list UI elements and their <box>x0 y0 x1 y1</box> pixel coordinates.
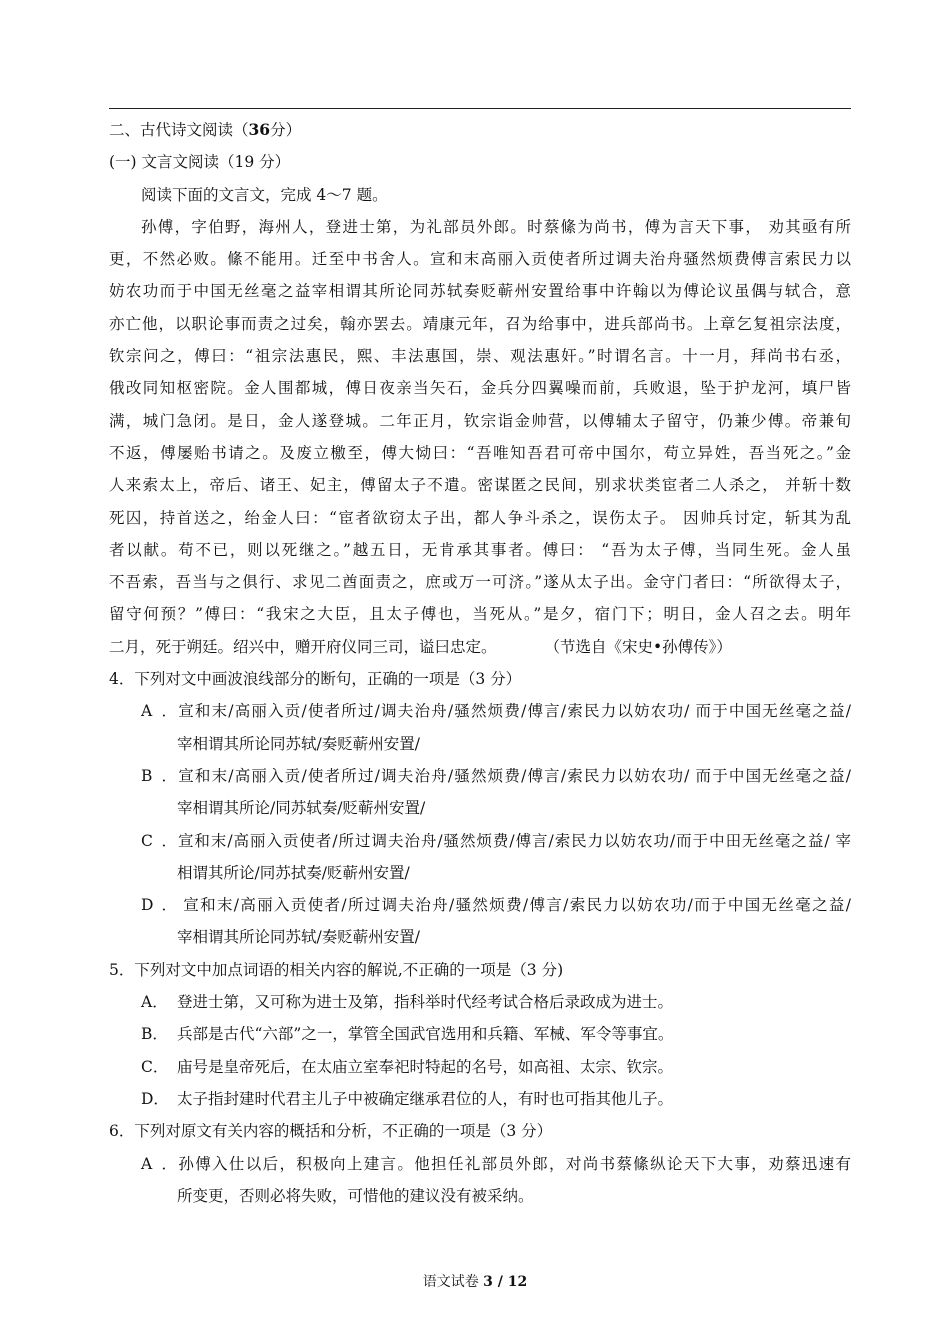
passage-last-line: 二月，死于朔廷。绍兴中，赠开府仪同三司，谥曰忠定。 （节选自《宋史•孙傅传》） <box>109 631 851 663</box>
passage-line: 不返，傅屡贻书请之。及废立檄至，傅大恸曰：“吾唯知吾君可帝中国尔，苟立异姓，吾当死之。”金 <box>109 443 851 462</box>
instruction: 阅读下面的文言文，完成 4～7 题。 <box>141 185 388 204</box>
option-b-line1: B．宣和末/高丽入贡/使者所过/调夫治舟/骚然烦费/傅言/索民力以妨农功/ 而于中国无丝毫之益/ <box>141 766 851 785</box>
header-rule <box>109 108 851 109</box>
option-d-line1: D． 宣和末/高丽入贡使者/所过调夫治舟/骚然烦费/傅言/索民力以妨农功/而于中国无丝毫之益/ <box>141 896 851 915</box>
passage-line: 钦宗问之，傅曰：“祖宗法惠民，熙、丰法惠国，崇、观法惠奸。”时谓名言。十一月，拜尚书右丞， <box>109 347 851 366</box>
question-4 <box>109 663 851 954</box>
option-a-line2: 宰相谓其所论同苏轼/奏贬蕲州安置/ <box>177 734 420 753</box>
option-d-line2: 宰相谓其所论同苏轼/奏贬蕲州安置/ <box>177 928 420 947</box>
passage-line: 人来索太上，帝后、诸王、妃主，傅留太子不遣。密谋匿之民间，别求状类宦者二人杀之， 并斩十数 <box>109 476 851 495</box>
passage-line: 妨农功而于中国无丝毫之益宰相谓其所论同苏轼奏贬蕲州安置给事中许翰以为傅论议虽偶与轼合，意 <box>109 282 851 301</box>
passage-line: 者以献。苟不已，则以死继之。”越五日，无肯承其事者。傅曰： “吾为太子傅，当同生死。金人虽 <box>109 540 851 559</box>
option-a-line1: A．孙傅入仕以后，积极向上建言。他担任礼部员外郎，对尚书蔡絛纵论天下大事，劝蔡迅速有 <box>141 1154 851 1173</box>
passage-source: （节选自《宋史•孙傅传》） <box>544 637 732 656</box>
question-6 <box>109 1115 851 1212</box>
option-a-line2: 所变更，否则必将失败，可惜他的建议没有被采纳。 <box>177 1186 534 1205</box>
page-footer: 语文试卷 3 / 12 <box>422 1274 528 1290</box>
page-content <box>109 114 851 1212</box>
passage-line: 死囚，持首送之，绐金人曰：“宦者欲窃太子出，都人争斗杀之，误伤太子。 因帅兵讨定，斩其为乱 <box>109 508 851 527</box>
section-title: 二、古代诗文阅读（36分） <box>109 120 302 139</box>
question-5 <box>109 954 851 1115</box>
passage-line: 不吾索，吾当与之俱行、求见二酋面责之，庶或万一可济。”遂从太子出。金守门者曰：“所欲得太子， <box>109 573 851 592</box>
passage-line: 俄改同知枢密院。金人围都城，傅日夜亲当矢石，金兵分四翼噪而前，兵败退，坠于护龙河，填尸皆 <box>109 379 851 398</box>
question-stem: 4．下列对文中画波浪线部分的断句，正确的一项是（3 分） <box>109 670 522 689</box>
option-a: A． 登进士第，又可称为进士及第，指科举时代经考试合格后录政成为进士。 <box>141 993 674 1012</box>
question-stem: 5．下列对文中加点词语的相关内容的解说,不正确的一项是（3 分) <box>109 960 564 979</box>
subsection-title: (一) 文言文阅读（19 分） <box>109 153 291 172</box>
passage-line: 亦亡他，以职论事而责之过矣，翰亦罢去。靖康元年，召为给事中，进兵部尚书。上章乞复祖宗法度， <box>109 314 851 333</box>
passage-line: 满，城门急闭。是日，金人遂登城。二年正月，钦宗诣金帅营，以傅辅太子留守，仍兼少傅。帝兼旬 <box>109 411 851 430</box>
option-b-line2: 宰相谓其所论/同苏轼奏/贬蕲州安置/ <box>177 799 426 818</box>
question-stem: 6．下列对原文有关内容的概括和分析，不正确的一项是（3 分） <box>109 1122 553 1141</box>
option-c-line2: 相谓其所论/同苏拭奏/贬蕲州安置/ <box>177 863 410 882</box>
option-b: B． 兵部是古代“六部”之一，掌管全国武官选用和兵籍、军械、军令等事宜。 <box>141 1025 674 1044</box>
option-a-line1: A．宣和末/高丽入贡/使者所过/调夫治舟/骚然烦费/傅言/索民力以妨农功/ 而于中国无丝毫之益/ <box>141 702 851 721</box>
passage <box>109 211 851 663</box>
option-c-line1: C．宣和末/高丽入贡使者/所过调夫治舟/骚然烦费/傅言/索民力以妨农功/而于中田无丝毫之益/ 宰 <box>141 831 851 850</box>
option-d: D． 太子指封建时代君主儿子中被确定继承君位的人，有时也可指其他儿子。 <box>141 1089 674 1108</box>
option-c: C． 庙号是皇帝死后，在太庙立室奉祀时特起的名号，如高祖、太宗、钦宗。 <box>141 1057 674 1076</box>
passage-line: 孙傅，字伯野，海州人，登进士第，为礼部员外郎。时蔡絛为尚书，傅为言天下事， 劝其亟有所 <box>141 217 851 236</box>
passage-line: 更，不然必败。絛不能用。迁至中书舍人。宣和末高丽入贡使者所过调夫治舟骚然烦费傅言索民力以 <box>109 250 851 269</box>
passage-line: 留守何预？”傅曰：“我宋之大臣，且太子傅也，当死从。”是夕，宿门下；明日，金人召之去。明年 <box>109 605 851 624</box>
